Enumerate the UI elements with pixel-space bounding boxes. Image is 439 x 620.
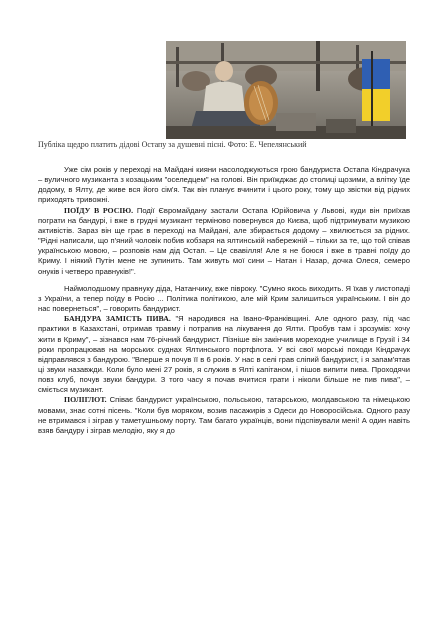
paragraph-text: Уже сім років у переході на Майдані кияни насолоджуються грою бандуриста Остапа Кіндрачука – вуличного музиканта з козацьким "оселедцем" на голові. Він приїжджає до столиці щозими, а влітку їде додому, в Ялту, де живе вся його сім'я. Так він планує вчинити і цього року, тому що звістки від рідних приходять тривожні. [38,165,410,205]
paragraph-section-polyglot [38,395,410,436]
photo-caption: Публіка щедро платить дідові Остапу за душевні пісні. Фото: Е. Чепелянський [38,140,307,149]
paragraph-grandson [38,284,410,314]
paragraph-text: Співає бандурист українською, польською, татарською, молдавською та німецькою мовами, знає сотні пісень. "Коли був моряком, возив пасажирів з Одеси до Новоросійська. Одного разу не втримався і зіграв у таметушньому порту. Там багато українців, вони підспівували мені! А один навіть взяв бандуру і зіграв мелодію, яку я до [38,395,410,435]
article-body [38,165,410,436]
article-photo [166,41,406,139]
paragraph-intro [38,165,410,206]
paragraph-text: "Я народився на Івано-Франківщині. Але одного разу, під час практики в Казахстані, отримав травму і потрапив на лікування до Ялти. Пробув там і зрозумів: хочу жити в Криму", – зізнався нам 76-річний бандурист. Пізніше він закінчив мореходне училище в Грузії і 34 роки пропрацював на морських суднах Ялтинського портфлота. У всі свої морські походи Кіндрачук відправлявся з бандурою. "Вперше я почув її в 6 років. У нас в селі грав сліпий бандурист, і я запам'ятав ці звуки назавжди. Коли було мені 27 років, я служив в Ялті капітаном, і пішов випити пива. Проходячи повз клуб, почув звуки бандури. З того часу я почав вчитися грати і ніколи більше не пив пива", – сміється музикант. [38,314,410,395]
section-heading: ПОЛІГЛОТ. [64,395,107,405]
paragraph-section-bandura [38,314,410,395]
section-heading: БАНДУРА ЗАМІСТЬ ПИВА. [64,314,171,324]
photo-illustration [166,41,406,139]
paragraph-section-russia [38,206,410,277]
paragraph-text: Наймолодшому правнуку діда, Натанчику, вже півроку. "Сумно якось виходить. Я їхав у листопаді з України, а тепер поїду в Росію ... Політика політикою, але мій Крим залишиться українським. І він до нас повернеться", – говорить бандурист. [38,283,410,314]
paragraph-text: Події Євромайдану застали Остапа Юрійовича у Львові, куди він приїхав пограти на бандурі, і вже в грудні музикант терміново повернувся до Києва, щоб підтримувати музикою активістів. Зараз він ще грає в переході на Майдані, але збирається додому – хвилюється за рідних. "Рідні написали, що п'яний чоловік побив кобзаря на ялтинській набережній – тільки за те, що той співав українською мовою, – розповів нам дід Остап. – Це свавілля! Але я не боюся і вже в травні поїду до Криму. І ніякий Путін мене не зупинить. Там живуть мої сини – Натан і Назар, дочка Олеся, семеро онуків і четверо правнуків!". [38,205,411,276]
section-heading: ПОЇДУ В РОСІЮ. [64,205,134,215]
